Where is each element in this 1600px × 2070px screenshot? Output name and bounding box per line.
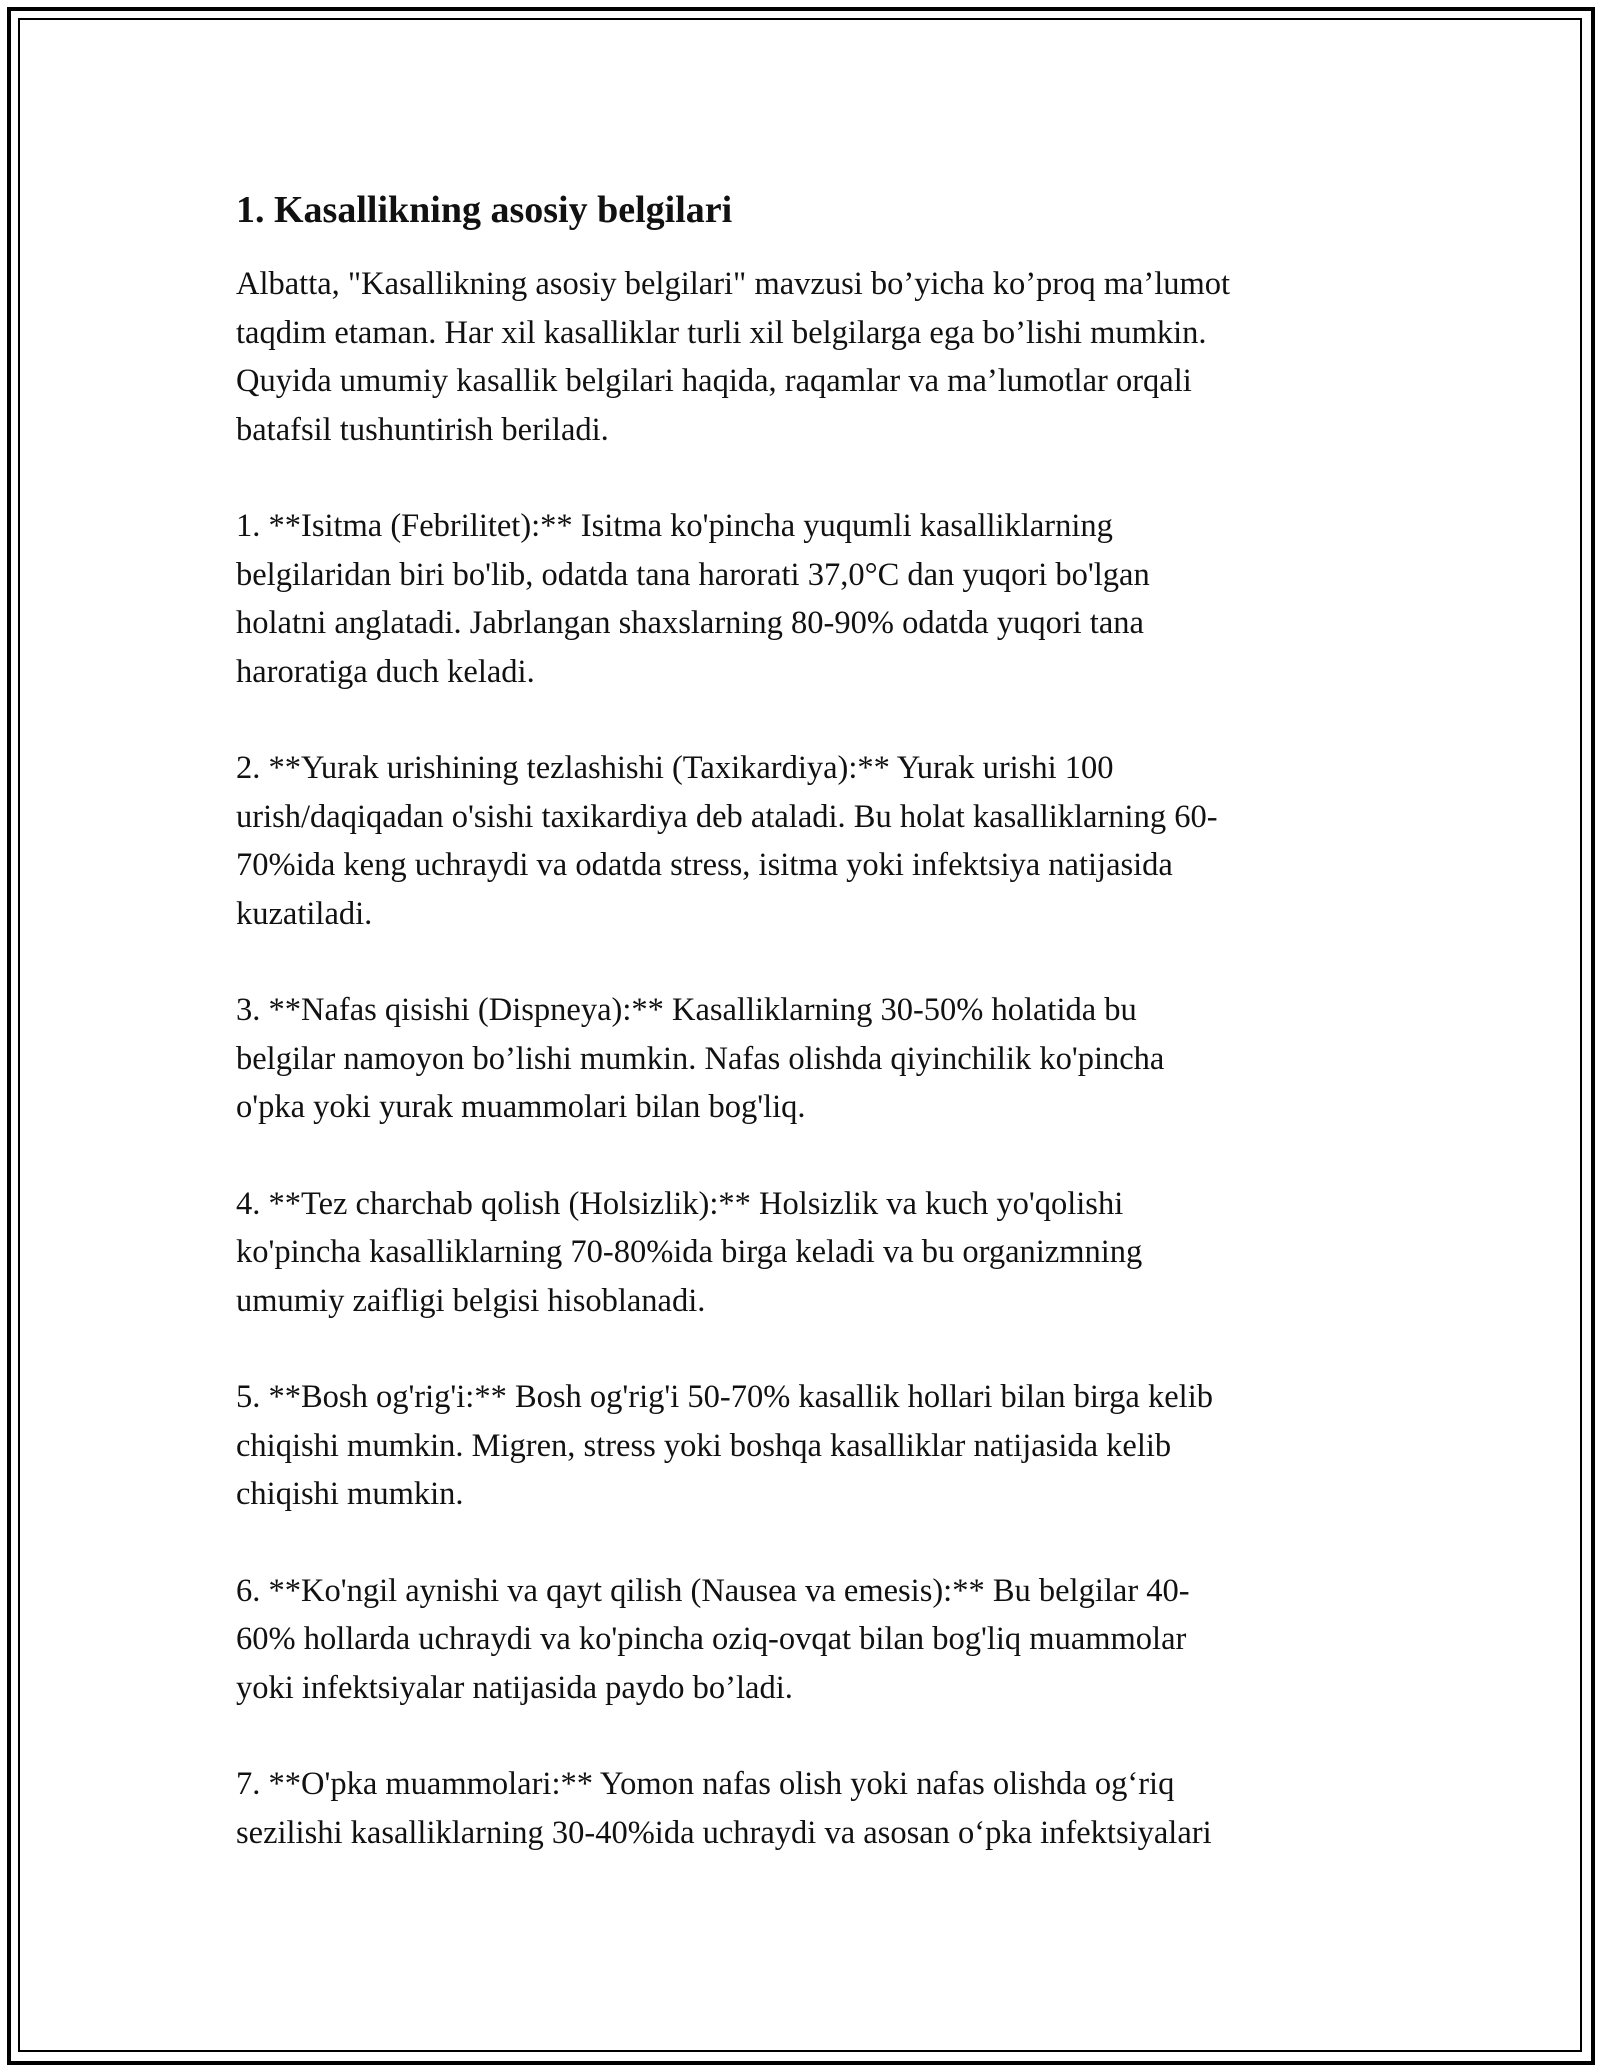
list-item-fever xyxy=(236,502,1376,696)
intro-paragraph xyxy=(236,260,1376,454)
text-line: belgilaridan biri bo'lib, odatda tana harorati 37,0°C dan yuqori bo'lgan xyxy=(236,556,1150,593)
text-line: o'pka yoki yurak muammolari bilan bog'liq. xyxy=(236,1089,806,1125)
text-line: umumiy zaifligi belgisi hisoblanadi. xyxy=(236,1282,706,1319)
text-line: chiqishi mumkin. xyxy=(236,1476,464,1512)
text-line: 60% hollarda uchraydi va ko'pincha oziq-ovqat bilan bog'liq muammolar xyxy=(236,1621,1187,1657)
text-line: chiqishi mumkin. Migren, stress yoki boshqa kasalliklar natijasida kelib xyxy=(236,1427,1172,1464)
list-item-tachycardia xyxy=(236,744,1376,938)
text-line: holatni anglatadi. Jabrlangan shaxslarning 80-90% odatda yuqori tana xyxy=(236,605,1144,641)
text-line: haroratiga duch keladi. xyxy=(236,653,535,690)
text-line: Quyida umumiy kasallik belgilari haqida, raqamlar va ma’lumotlar orqali xyxy=(236,363,1192,399)
text-line: 70%ida keng uchraydi va odatda stress, isitma yoki infektsiya natijasida xyxy=(236,847,1173,883)
text-line: belgilar namoyon bo’lishi mumkin. Nafas olishda qiyinchilik ko'pincha xyxy=(236,1040,1165,1077)
list-item-headache xyxy=(236,1373,1376,1519)
text-line: 4. **Tez charchab qolish (Holsizlik):** Holsizlik va kuch yo'qolishi xyxy=(236,1185,1124,1222)
text-line: batafsil tushuntirish beriladi. xyxy=(236,411,609,448)
text-line: 1. **Isitma (Febrilitet):** Isitma ko'pincha yuqumli kasalliklarning xyxy=(236,508,1113,544)
list-item-fatigue xyxy=(236,1180,1376,1326)
list-item-lung-problems xyxy=(236,1760,1376,1857)
document-body xyxy=(236,186,1376,1905)
list-item-nausea xyxy=(236,1567,1376,1713)
text-line: 3. **Nafas qisishi (Dispneya):** Kasalliklarning 30-50% holatida bu xyxy=(236,992,1137,1028)
text-line: taqdim etaman. Har xil kasalliklar turli xil belgilarga ega bo’lishi mumkin. xyxy=(236,314,1207,351)
text-line: 5. **Bosh og'rig'i:** Bosh og'rig'i 50-70% kasallik hollari bilan birga kelib xyxy=(236,1379,1213,1415)
text-line: 7. **O'pka muammolari:** Yomon nafas olish yoki nafas olishda og‘riq xyxy=(236,1766,1175,1802)
section-heading: 1. Kasallikning asosiy belgilari xyxy=(236,189,733,231)
text-line: 2. **Yurak urishining tezlashishi (Taxikardiya):** Yurak urishi 100 xyxy=(236,750,1114,786)
text-line: 6. **Ko'ngil aynishi va qayt qilish (Nausea va emesis):** Bu belgilar 40- xyxy=(236,1572,1190,1609)
text-line: yoki infektsiyalar natijasida paydo bo’ladi. xyxy=(236,1669,793,1706)
text-line: ko'pincha kasalliklarning 70-80%ida birga keladi va bu organizmning xyxy=(236,1234,1143,1270)
text-line: Albatta, "Kasallikning asosiy belgilari" mavzusi bo’yicha ko’proq ma’lumot xyxy=(236,266,1231,302)
text-line: urish/daqiqadan o'sishi taxikardiya deb ataladi. Bu holat kasalliklarning 60- xyxy=(236,798,1218,835)
text-line: sezilishi kasalliklarning 30-40%ida uchraydi va asosan o‘pka infektsiyalari xyxy=(236,1814,1212,1851)
list-item-dyspnea xyxy=(236,986,1376,1132)
text-line: kuzatiladi. xyxy=(236,895,373,932)
